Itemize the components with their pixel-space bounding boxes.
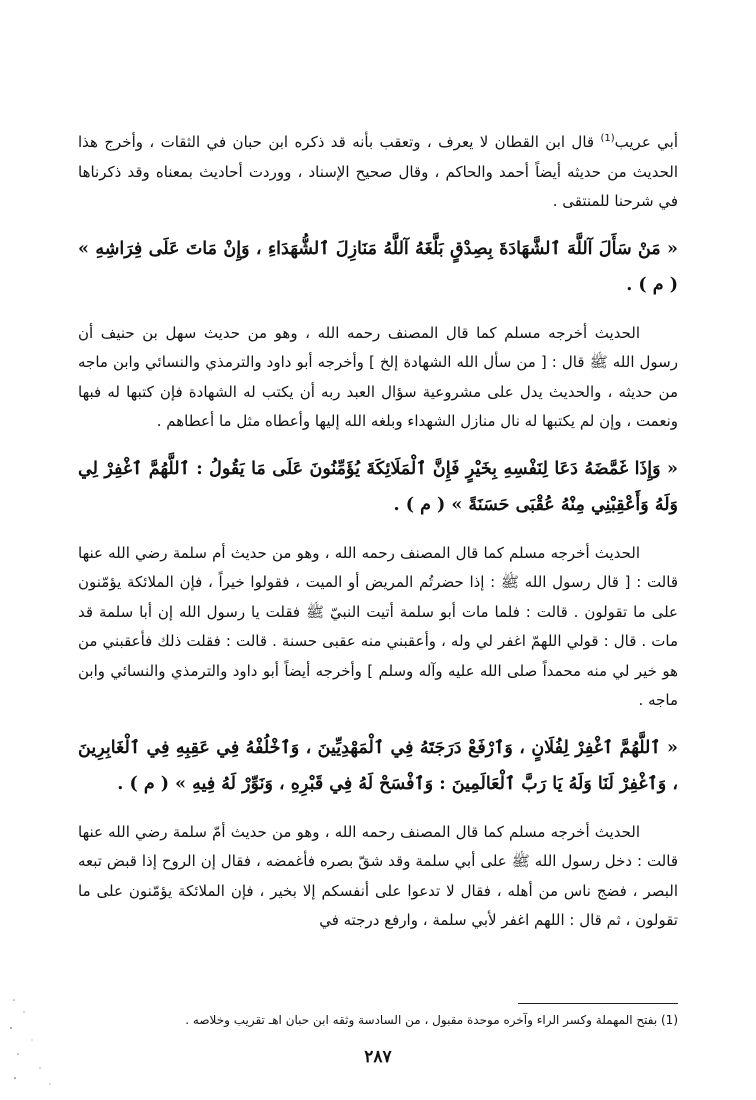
- narrator-name: أبي عريب: [614, 133, 678, 151]
- hadith-3: « ٱللَّهُمَّ ٱغْفِرْ لِفُلَانٍ ، وَٱرْفَعْ دَرَجَتَهُ فِي ٱلْمَهْدِيِّينَ ، وَٱخْلُفْهُ فِي عَقِبِهِ فِي ٱلْغَابِرِينَ ، وَٱغْفِرْ لَنَا وَلَهُ يَا رَبَّ ٱلْعَالَمِينَ : وَٱفْسَحْ لَهُ فِي قَبْرِهِ ، وَنَوِّرْ لَهُ فِيهِ » ( م ) .: [78, 737, 678, 794]
- footnote: (1) بفتح المهملة وكسر الراء وآخره موحدة مقبول ، من السادسة وثقه ابن حبان اهـ تقريب وخلاصه .: [185, 1013, 678, 1027]
- paragraph-1-text: قال ابن القطان لا يعرف ، وتعقب بأنه قد ذكره ابن حبان في الثقات ، وأخرج هذا الحديث من حديثه أيضاً أحمد والحاكم ، وقال صحيح الإسناد ، ووردت أحاديث بمعناه وقد ذكرناها في شرحنا للمنتقى .: [78, 133, 678, 210]
- page-number: ٢٨٧: [364, 1047, 392, 1067]
- scan-speckle-marks: [6, 990, 66, 1090]
- commentary-3: الحديث أخرجه مسلم كما قال المصنف رحمه الله ، وهو من حديث أمّ سلمة رضي الله عنها قالت : دخل رسول الله ﷺ على أبي سلمة وقد شقّ بصره فأغمضه ، فقال إن الروح إذا قبض تبعه البصر ، فضج ناس من أهله ، فقال لا تدعوا على أنفسكم إلا بخير ، فإن الملائكة يؤمّنون على ما تقولون ، ثم قال : اللهم اغفر لأبي سلمة ، وارفع درجته في: [78, 822, 678, 929]
- commentary-2: الحديث أخرجه مسلم كما قال المصنف رحمه الله ، وهو من حديث أم سلمة رضي الله عنها قالت : [ قال رسول الله ﷺ : إذا حضرتُم المريض أو الميت ، فقولوا خيراً ، فإن الملائكة يؤمّنون على ما تقولون . قالت : فلما مات أبو سلمة أتيت النبيّ ﷺ فقلت يا رسول الله إن أبا سلمة قد مات . قال : قولي اللهمّ اغفر لي وله ، وأعقبني منه عقبى حسنة . قالت : فقلت ذلك فأعقبني من هو خير لي منه محمداً صلى الله عليه وآله وسلم ] وأخرجه أيضاً أبو داود والترمذي والنسائي وابن ماجه .: [78, 543, 678, 709]
- paragraph-1: [78, 128, 678, 217]
- hadith-2: « وَإِذَا غَمَّضَهُ دَعَا لِنَفْسِهِ بِخَيْرٍ فَإِنَّ ٱلْمَلَائِكَةَ يُؤَمِّنُونَ عَلَى مَا يَقُولُ : ٱللَّهُمَّ ٱغْفِرْ لِي وَلَهُ وَأَعْقِبْنِي مِنْهُ عُقْبَى حَسَنَةً » ( م ) .: [78, 458, 678, 515]
- footnote-reference: (1): [600, 133, 615, 144]
- commentary-1: الحديث أخرجه مسلم كما قال المصنف رحمه الله ، وهو من حديث سهل بن حنيف أن رسول الله ﷺ قال : [ من سأل الله الشهادة إلخ ] وأخرجه أبو داود والترمذي والنسائي وابن ماجه من حديثه ، والحديث يدل على مشروعية سؤال العبد ربه أن يكتب له الشهادة فإن كتبها له فبها ونعمت ، وإن لم يكتبها له نال منازل الشهداء وبلغه الله إليها وأعطاه مثل ما أعطاهم .: [78, 323, 678, 430]
- footnote-divider: [518, 1003, 678, 1004]
- hadith-1: « مَنْ سَأَلَ آللَّهَ ٱلشَّهَادَةَ بِصِدْقٍ بَلَّغَهُ آللَّهُ مَنَازِلَ ٱلشُّهَدَاءِ ، وَإِنْ مَاتَ عَلَى فِرَاشِهِ » ( م ) .: [78, 238, 678, 295]
- page-body: [78, 128, 678, 936]
